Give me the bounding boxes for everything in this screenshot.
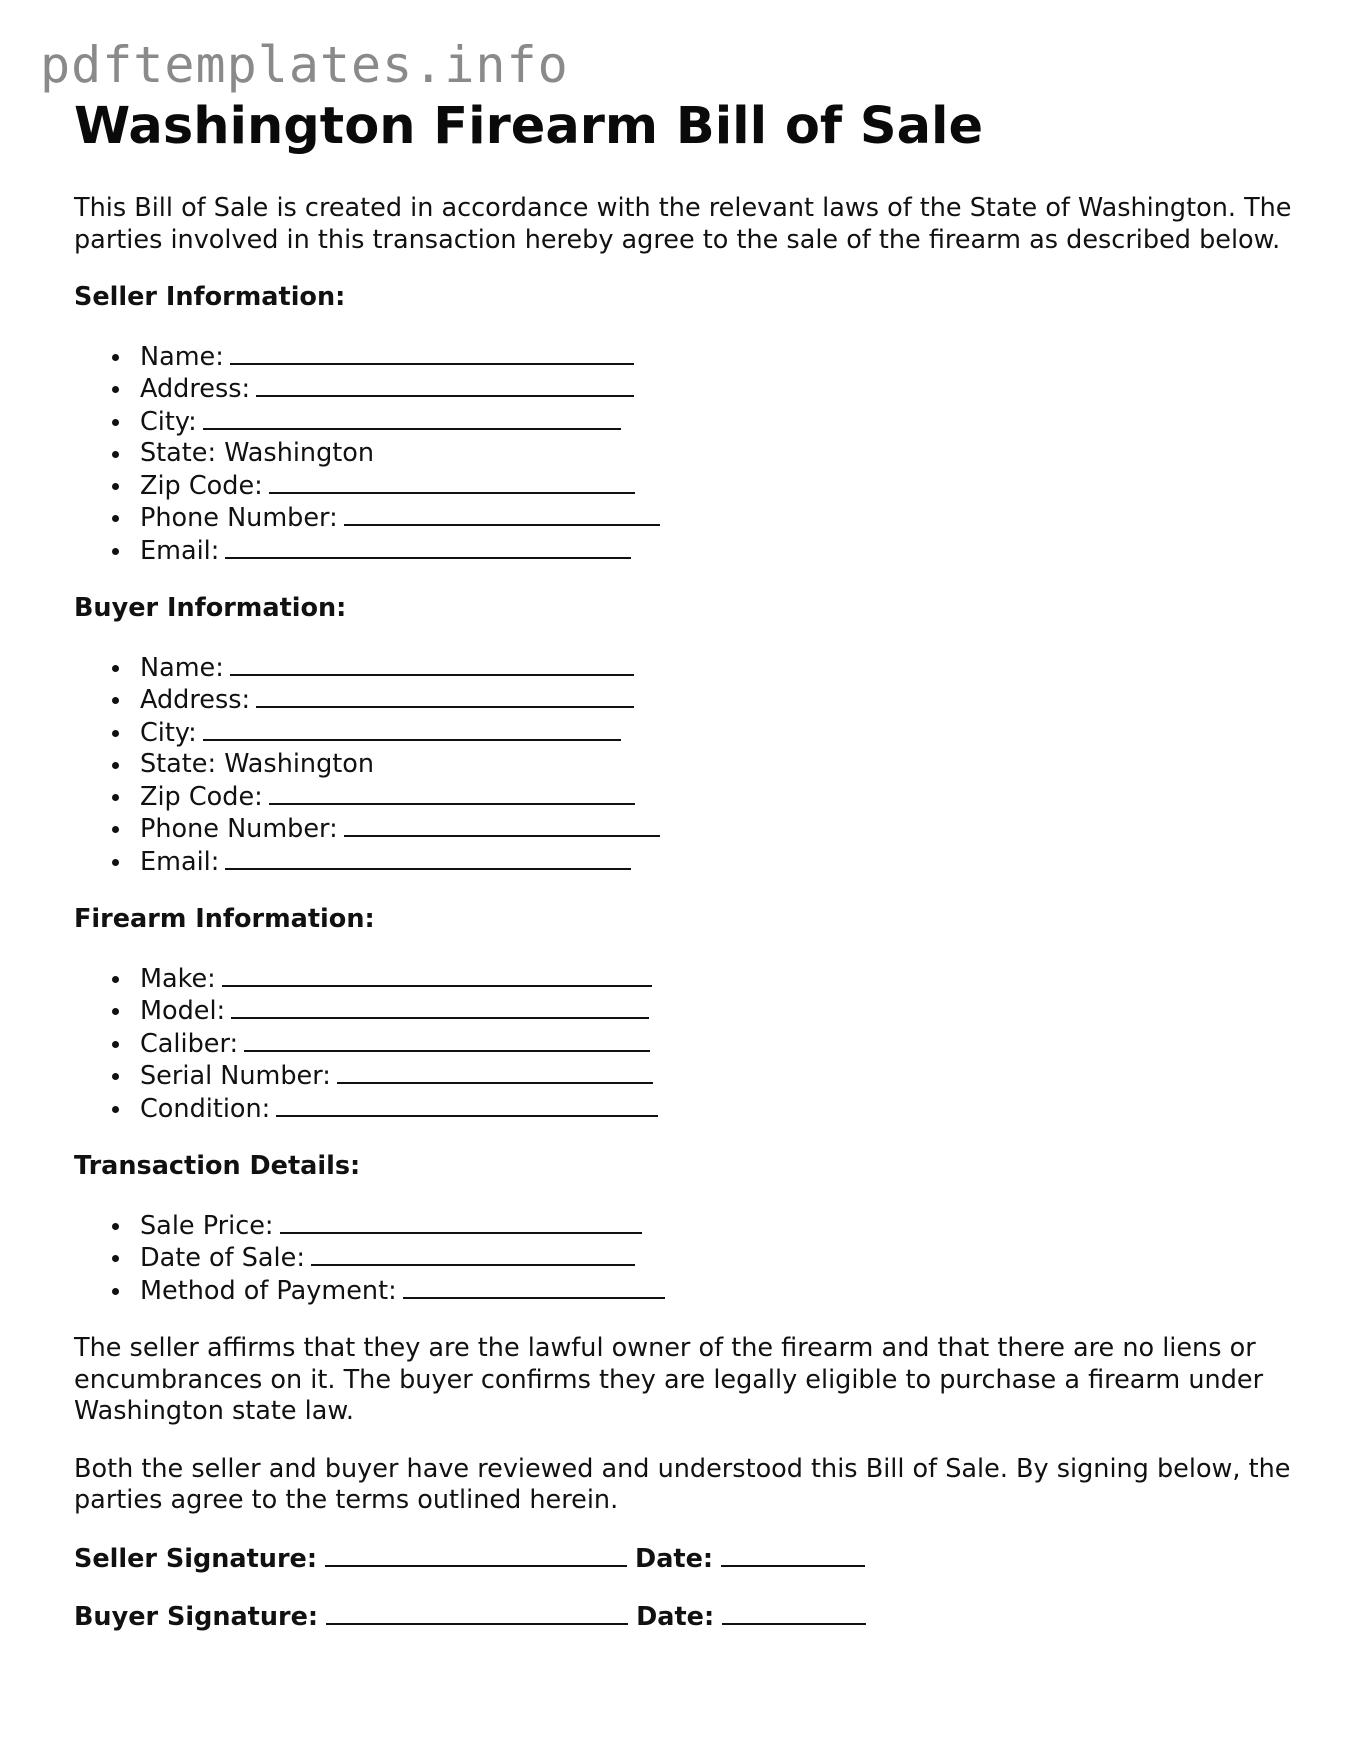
field-label: Condition: — [140, 1093, 271, 1124]
payment-method-line[interactable] — [403, 1275, 665, 1299]
field-label: Name: — [140, 652, 224, 683]
agreement-paragraph: Both the seller and buyer have reviewed and understood this Bill of Sale. By signing below, the parties agree to the terms outlined herein. — [74, 1453, 1291, 1515]
field-label: Sale Price: — [140, 1210, 274, 1241]
buyer-section-heading: Buyer Information: — [74, 593, 347, 623]
field-label: Caliber: — [140, 1028, 239, 1059]
buyer-city-line[interactable] — [203, 717, 621, 741]
buyer-phone-line[interactable] — [344, 813, 660, 837]
seller-name-line[interactable] — [230, 341, 634, 365]
buyer-signature-line[interactable] — [326, 1601, 628, 1625]
field-label: Email: — [140, 535, 220, 566]
seller-email-line[interactable] — [225, 535, 631, 559]
sale-price-field[interactable] — [140, 1210, 1294, 1243]
field-label: Date of Sale: — [140, 1243, 305, 1273]
field-label: Address: — [140, 685, 251, 715]
firearm-make-line[interactable] — [222, 963, 652, 987]
buyer-phone-field[interactable] — [140, 813, 1294, 846]
buyer-signature-row — [74, 1601, 1294, 1634]
seller-phone-field[interactable] — [140, 502, 1294, 535]
affirmation-paragraph: The seller affirms that they are the lawful owner of the firearm and that there are no liens or encumbrances on it. The buyer confirms they are legally eligible to purchase a firearm under Washington state law. — [74, 1333, 1264, 1426]
firearm-condition-field[interactable] — [140, 1093, 1294, 1126]
buyer-fields — [74, 652, 1294, 879]
seller-city-line[interactable] — [203, 406, 621, 430]
buyer-name-field[interactable] — [140, 652, 1294, 685]
field-label: State: Washington — [140, 438, 375, 468]
field-label: Make: — [140, 963, 216, 994]
date-of-sale-field[interactable] — [140, 1242, 1294, 1275]
field-label: Phone Number: — [140, 814, 338, 844]
buyer-email-line[interactable] — [225, 846, 631, 870]
seller-city-field[interactable] — [140, 406, 1294, 439]
field-label: Email: — [140, 846, 220, 877]
buyer-date-label: Date: — [636, 1602, 715, 1632]
seller-state-field — [140, 438, 1294, 470]
firearm-make-field[interactable] — [140, 963, 1294, 996]
payment-method-field[interactable] — [140, 1275, 1294, 1308]
field-label: Method of Payment: — [140, 1275, 397, 1306]
date-of-sale-line[interactable] — [311, 1242, 635, 1266]
buyer-zip-field[interactable] — [140, 781, 1294, 814]
seller-address-line[interactable] — [256, 373, 634, 397]
buyer-email-field[interactable] — [140, 846, 1294, 879]
seller-date-line[interactable] — [721, 1543, 865, 1567]
transaction-fields — [74, 1210, 1294, 1308]
buyer-state-field — [140, 749, 1294, 781]
field-label: State: Washington — [140, 749, 375, 779]
field-label: Zip Code: — [140, 781, 263, 812]
seller-signature-row — [74, 1543, 1294, 1576]
intro-paragraph: This Bill of Sale is created in accordance with the relevant laws of the State of Washington. The parties involved in this transaction hereby agree to the sale of the firearm as described below. — [74, 193, 1292, 255]
seller-zip-field[interactable] — [140, 470, 1294, 503]
field-label: Zip Code: — [140, 470, 263, 501]
sale-price-line[interactable] — [280, 1210, 642, 1234]
firearm-caliber-field[interactable] — [140, 1028, 1294, 1061]
firearm-serial-field[interactable] — [140, 1060, 1294, 1093]
firearm-condition-line[interactable] — [276, 1093, 658, 1117]
buyer-zip-line[interactable] — [269, 781, 635, 805]
seller-signature-label: Seller Signature: — [74, 1543, 318, 1574]
field-label: Serial Number: — [140, 1061, 331, 1091]
field-label: Name: — [140, 341, 224, 372]
firearm-fields — [74, 963, 1294, 1126]
buyer-signature-label: Buyer Signature: — [74, 1602, 319, 1632]
watermark: pdftemplates.info — [40, 36, 569, 94]
document-body — [74, 96, 1294, 1634]
seller-date-label: Date: — [635, 1543, 714, 1574]
buyer-name-line[interactable] — [230, 652, 634, 676]
field-label: Model: — [140, 996, 226, 1026]
buyer-address-line[interactable] — [256, 684, 634, 708]
field-label: City: — [140, 717, 197, 748]
firearm-caliber-line[interactable] — [244, 1028, 650, 1052]
firearm-section-heading: Firearm Information: — [74, 904, 375, 934]
seller-address-field[interactable] — [140, 373, 1294, 406]
field-label: City: — [140, 406, 197, 437]
seller-fields — [74, 341, 1294, 568]
firearm-model-field[interactable] — [140, 995, 1294, 1028]
seller-signature-line[interactable] — [325, 1543, 627, 1567]
buyer-address-field[interactable] — [140, 684, 1294, 717]
firearm-model-line[interactable] — [231, 995, 649, 1019]
seller-section-heading: Seller Information: — [74, 282, 346, 312]
seller-email-field[interactable] — [140, 535, 1294, 568]
firearm-serial-line[interactable] — [337, 1060, 653, 1084]
field-label: Address: — [140, 374, 251, 404]
buyer-city-field[interactable] — [140, 717, 1294, 750]
document-title: Washington Firearm Bill of Sale — [74, 97, 984, 156]
seller-phone-line[interactable] — [344, 502, 660, 526]
field-label: Phone Number: — [140, 503, 338, 533]
seller-zip-line[interactable] — [269, 470, 635, 494]
seller-name-field[interactable] — [140, 341, 1294, 374]
transaction-section-heading: Transaction Details: — [74, 1151, 361, 1181]
buyer-date-line[interactable] — [722, 1601, 866, 1625]
